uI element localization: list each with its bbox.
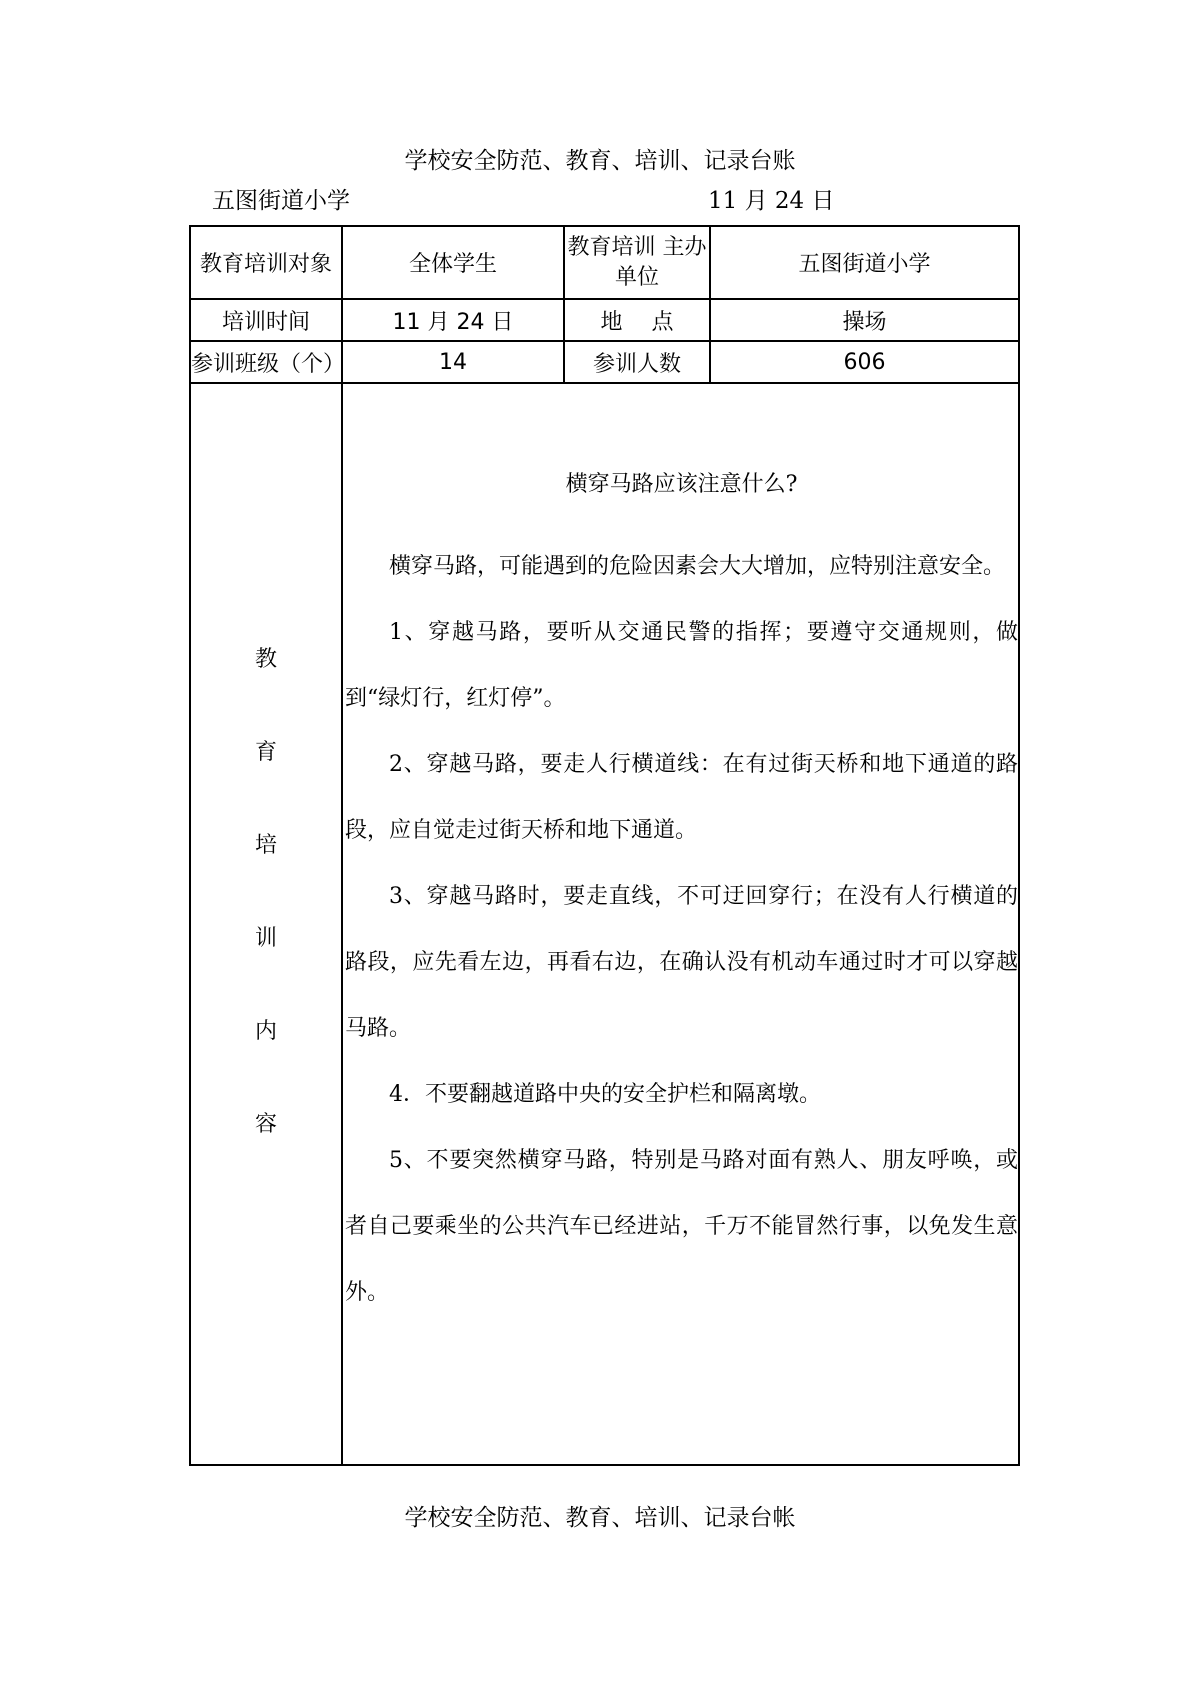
content-label-char: 容 <box>254 1112 277 1137</box>
content-heading: 横穿马路应该注意什么? <box>565 472 798 497</box>
location-label: 地 点 <box>564 299 710 341</box>
participant-count-label: 参训人数 <box>564 341 710 383</box>
training-content-cell <box>342 383 1019 1465</box>
content-paragraph: 2、穿越马路，要走人行横道线：在有过街天桥和地下通道的路段，应自觉走过街天桥和地下通道。 <box>345 752 1018 843</box>
table-row <box>190 383 1019 1465</box>
content-paragraph: 横穿马路，可能遇到的危险因素会大大增加，应特别注意安全。 <box>389 554 1006 579</box>
training-time-value: 11 月 24 日 <box>342 299 564 341</box>
content-label-char: 育 <box>254 740 277 765</box>
ledger-table <box>189 225 1020 1466</box>
content-label-char: 训 <box>254 926 277 951</box>
school-name: 五图街道小学 <box>212 188 350 214</box>
organizer-label: 教育培训 主办单位 <box>567 234 707 290</box>
trainee-label: 教育培训对象 <box>190 226 342 299</box>
document-title: 学校安全防范、教育、培训、记录台账 <box>404 148 796 174</box>
content-label-vertical <box>191 645 341 1203</box>
table-row <box>190 341 1019 383</box>
content-paragraph: 4．不要翻越道路中央的安全护栏和隔离墩。 <box>389 1082 821 1107</box>
organizer-label-cell <box>564 226 710 299</box>
content-label-char: 培 <box>254 833 277 858</box>
content-label-char: 内 <box>254 1019 277 1044</box>
record-date: 11 月 24 日 <box>708 188 835 214</box>
content-paragraph: 1、穿越马路，要听从交通民警的指挥；要遵守交通规则，做到“绿灯行，红灯停”。 <box>345 620 1018 711</box>
content-label-char: 教 <box>254 647 277 672</box>
training-time-label: 培训时间 <box>190 299 342 341</box>
trainee-value: 全体学生 <box>342 226 564 299</box>
training-content <box>343 384 1018 1326</box>
footer-title: 学校安全防范、教育、培训、记录台帐 <box>404 1505 796 1531</box>
table-row <box>190 299 1019 341</box>
content-paragraph: 5、不要突然横穿马路，特别是马路对面有熟人、朋友呼唤，或者自己要乘坐的公共汽车已经进站，千万不能冒然行事，以免发生意外。 <box>345 1148 1018 1305</box>
location-value: 操场 <box>710 299 1019 341</box>
class-count-label: 参训班级（个） <box>190 341 342 383</box>
organizer-value: 五图街道小学 <box>710 226 1019 299</box>
class-count-value: 14 <box>342 341 564 383</box>
content-paragraph: 3、穿越马路时，要走直线，不可迂回穿行；在没有人行横道的路段，应先看左边，再看右边，在确认没有机动车通过时才可以穿越马路。 <box>345 884 1018 1041</box>
participant-count-value: 606 <box>710 341 1019 383</box>
table-row <box>190 226 1019 299</box>
content-label-cell <box>190 383 342 1465</box>
